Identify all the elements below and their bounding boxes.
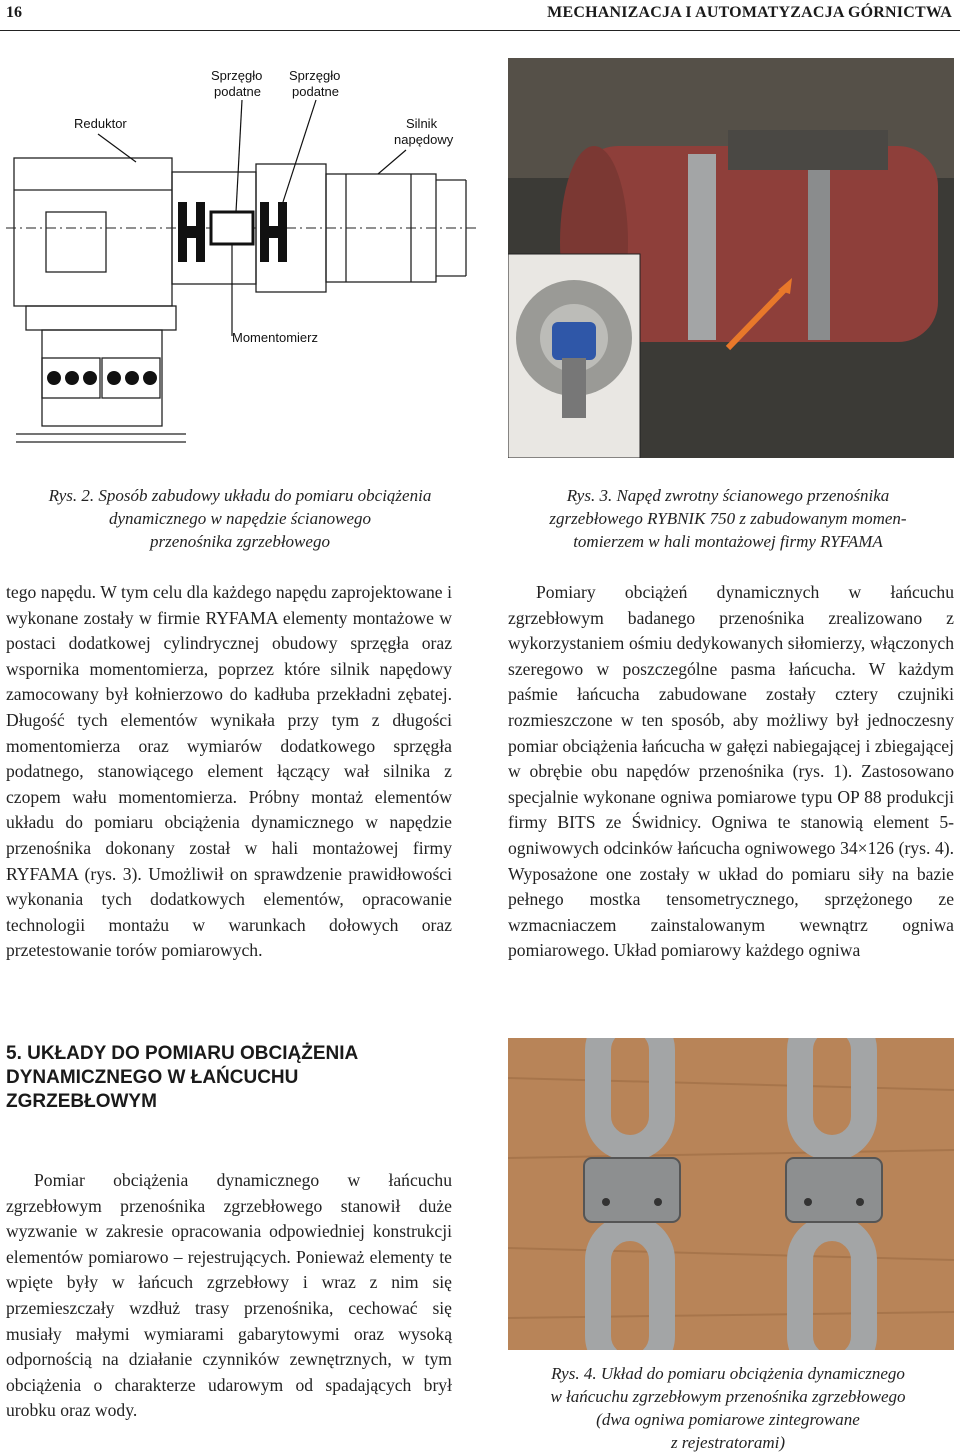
label-reducer: Reduktor bbox=[74, 116, 127, 131]
fig3-caption bbox=[496, 484, 960, 553]
fig3-caption-line: zgrzebłowego RYBNIK 750 z zabudowanym momen- bbox=[549, 509, 907, 528]
label-coupling-1a: Sprzęgło bbox=[211, 68, 263, 83]
fig4-photo bbox=[508, 1038, 954, 1350]
left-paragraph-1-text: tego napędu. W tym celu dla każdego napędu zaprojektowane i wykonane zostały w firmie RYFAMA elementy montażowe w postaci dodatkowej cylindrycznej obudowy sprzęgła oraz wspornika momentomierza, poprzez które silnik napędowy zamocowany był kołnierzowo do kadłuba przekładni zębatej. Długość tych elementów wynikała przy tym z długości momentomierza oraz wymiarów dodatkowego sprzęgła podatnego, stanowiącego element łączący wał silnika z czopem wału momentomierza. Próbny montaż elementów układu do pomiaru obciążenia dynamicznego w napędzie przenośnika dokonany został w hali montażowej firmy RYFAMA (rys. 3). Umożliwił on sprawdzenie prawidłowości wykonania tych dodatkowych elementów, opracowanie technologii montażu w warunkach dołowych oraz przetestowanie torów pomiarowych. bbox=[6, 582, 452, 961]
fig2-caption bbox=[0, 484, 480, 553]
fig4-caption bbox=[496, 1362, 960, 1454]
label-motor-b: napędowy bbox=[394, 132, 454, 147]
fig2-caption-line: przenośnika zgrzebłowego bbox=[150, 532, 330, 551]
torque-meter-shape bbox=[211, 212, 253, 244]
fig3-caption-line: Rys. 3. Napęd zwrotny ścianowego przenośnika bbox=[566, 486, 890, 505]
fig4-caption-line: (dwa ogniwa pomiarowe zintegrowane bbox=[596, 1410, 860, 1429]
fig2-caption-line: Rys. 2. Sposób zabudowy układu do pomiaru obciążenia bbox=[48, 486, 432, 505]
section-heading-5 bbox=[6, 1042, 452, 1114]
page-number: 16 bbox=[6, 4, 22, 21]
left-paragraph-1 bbox=[6, 580, 452, 964]
fig4-caption-line: w łańcuchu zgrzebłowym przenośnika zgrzebłowego bbox=[550, 1387, 906, 1406]
header-rule bbox=[0, 30, 960, 31]
label-coupling-1b: podatne bbox=[214, 84, 261, 99]
fig2-drawing bbox=[6, 62, 476, 454]
fig3-photo bbox=[508, 58, 954, 458]
fig2-caption-line: dynamicznego w napędzie ścianowego bbox=[108, 509, 372, 528]
label-motor-a: Silnik bbox=[406, 116, 438, 131]
section-heading-line: DYNAMICZNEGO W ŁAŃCUCHU bbox=[6, 1067, 299, 1088]
section-heading-line: ZGRZEBŁOWYM bbox=[6, 1091, 157, 1112]
label-coupling-2a: Sprzęgło bbox=[289, 68, 341, 83]
fig4-caption-line: Rys. 4. Układ do pomiaru obciążenia dynamicznego bbox=[551, 1364, 905, 1383]
fig3-caption-line: tomierzem w hali montażowej firmy RYFAMA bbox=[573, 532, 883, 551]
right-paragraph-1-text: Pomiary obciążeń dynamicznych w łańcuchu zgrzebłowym badanego przenośnika zrealizowano z wykorzystaniem ośmiu dedykowanych siłomierzy, włączonych szeregowo w poszczególne pasma łańcucha. W każdym paśmie łańcucha zabudowane zostały cztery czujniki rozmieszczone w ten sposób, aby możliwy był jednoczesny pomiar obciążenia łańcucha w gałęzi nabiegającej i zbiegającej w obrębie obu napędów przenośnika (rys. 1). Zastosowano specjalnie wykonane ogniwa pomiarowe typu OP 88 produkcji firmy BITS ze Świdnicy. Ogniwa te stanowią element 5-ogniwowych odcinków łańcucha ogniwowego 34×126 (rys. 4). Wyposażone one zostały w układ do pomiaru siły na bazie pełnego mostka tensometrycznego, sprzężonego ze wzmacniaczem zainstalowanym wewnątrz ogniwa pomiarowego. Układ pomiarowy każdego ogniwa bbox=[508, 582, 954, 961]
fig4-caption-line: z rejestratorami) bbox=[670, 1433, 786, 1452]
journal-title: MECHANIZACJA I AUTOMATYZACJA GÓRNICTWA bbox=[547, 4, 952, 21]
right-paragraph-1 bbox=[508, 580, 954, 964]
left-paragraph-2-text: Pomiar obciążenia dynamicznego w łańcuchu zgrzebłowym przenośnika zgrzebłowego stanowił duże wyzwanie w zakresie opracowania odpowiedniej konstrukcji elementów pomiarowo – rejestrujących. Ponieważ elementy te wpięte były w łańcuch zgrzebłowy i wraz z nim się przemieszczały wzdłuż trasy przenośnika, cechować się musiały małymi wymiarami gabarytowymi oraz wysoką odpornością na działanie czynników zewnętrznych, w tym obciążenia o charakterze udarowym od spadających brył urobku oraz wody. bbox=[6, 1170, 452, 1421]
left-paragraph-2 bbox=[6, 1168, 452, 1424]
section-heading-line: 5. UKŁADY DO POMIARU OBCIĄŻENIA bbox=[6, 1043, 359, 1064]
label-torque-meter: Momentomierz bbox=[232, 330, 318, 345]
label-coupling-2b: podatne bbox=[292, 84, 339, 99]
